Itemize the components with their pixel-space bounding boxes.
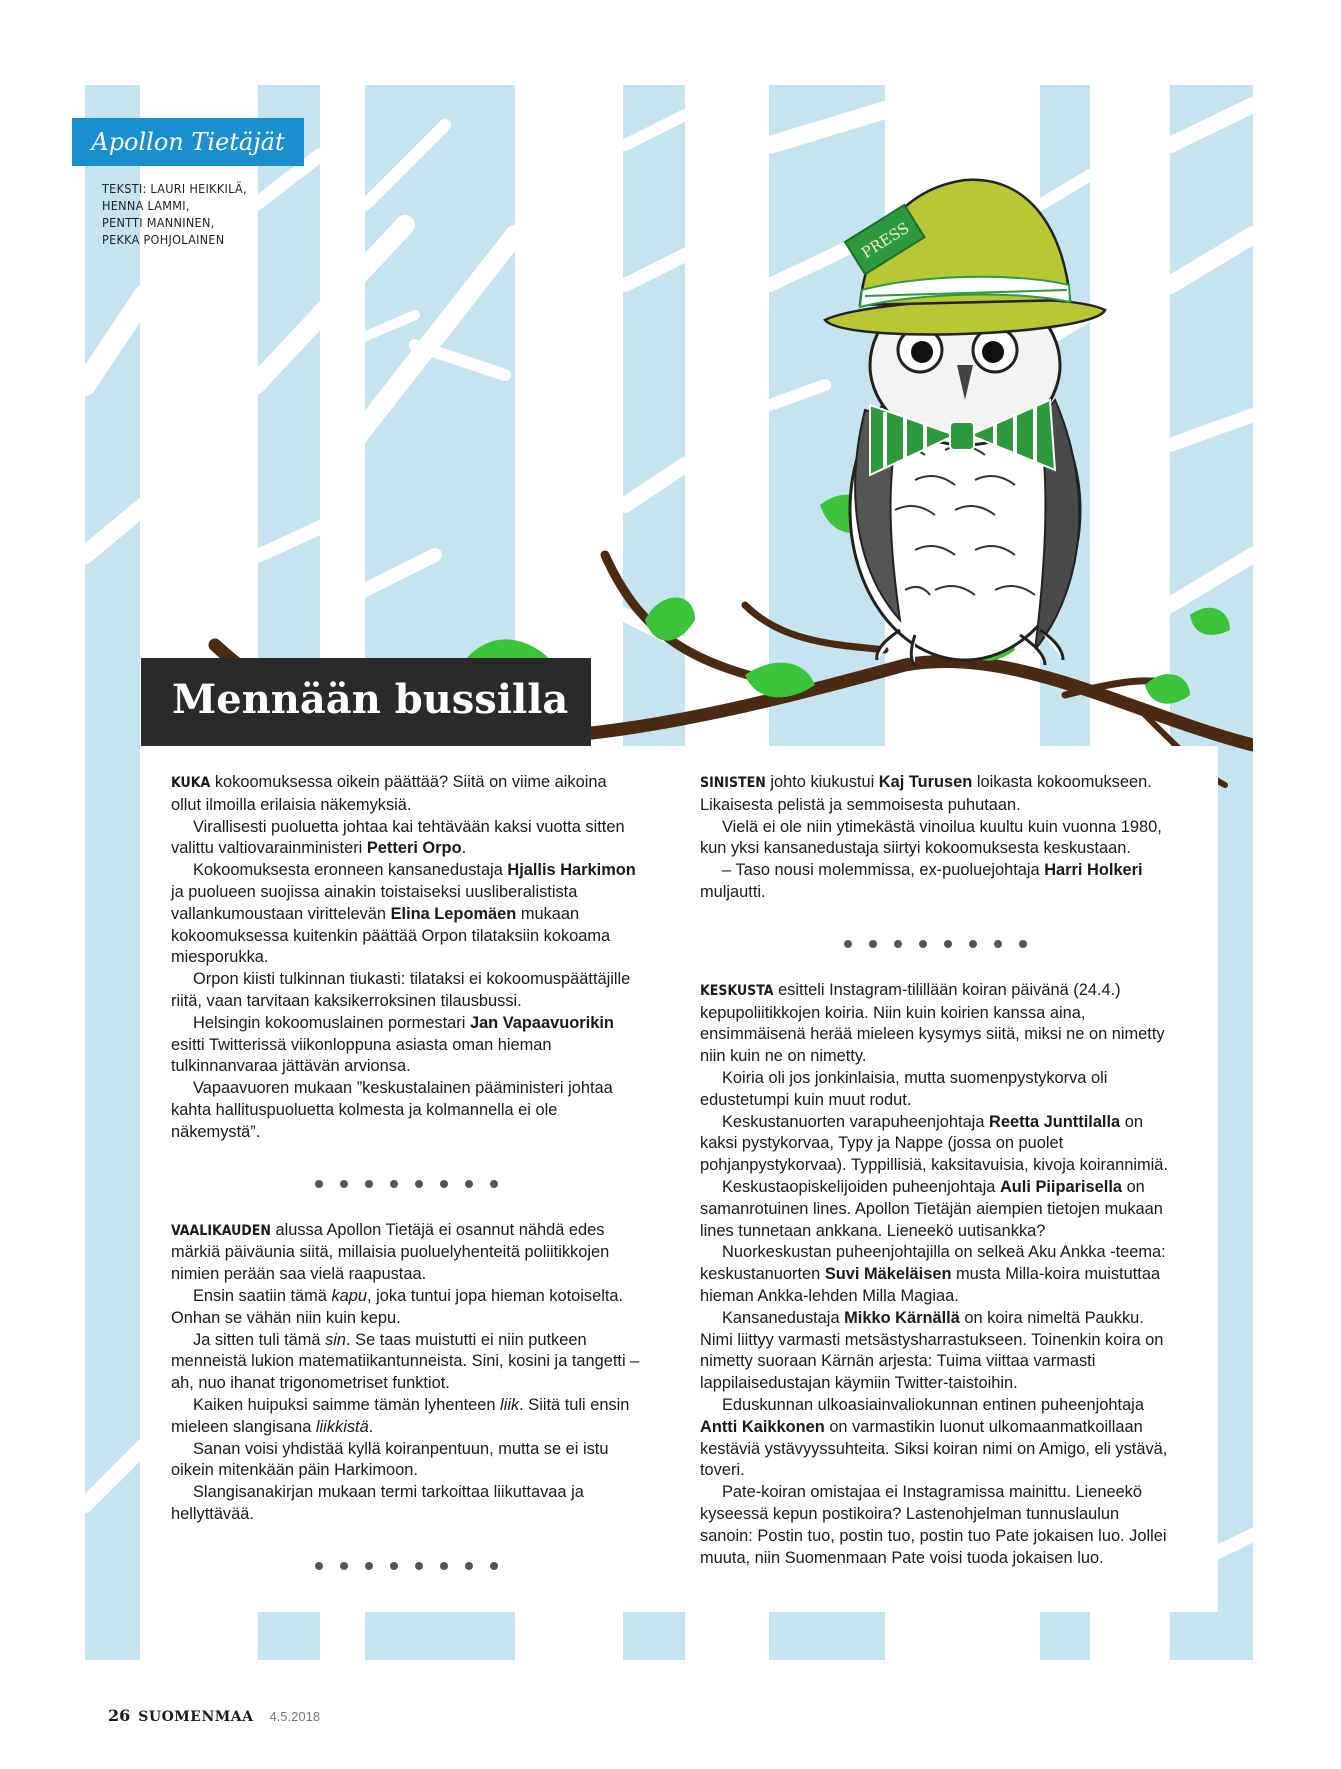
author-credits: [102, 180, 247, 248]
section-divider: [700, 932, 1170, 956]
person-name: Jan Vapaavuorikin: [469, 1013, 614, 1032]
person-name: Elina Lepomäen: [390, 904, 517, 923]
title-box: [141, 658, 591, 746]
text: johto kiukustui: [765, 773, 879, 791]
paragraph: [700, 1395, 1170, 1482]
lead-word: KESKUSTA: [700, 982, 774, 999]
text: Helsingin kokoomuslainen pormestari: [193, 1013, 470, 1032]
person-name: Harri Holkeri: [1044, 861, 1143, 880]
hat-press-label: PRESS: [858, 218, 913, 262]
person-name: Suvi Mäkeläisen: [824, 1265, 952, 1284]
credit-line: PENTTI MANNINEN,: [102, 215, 215, 230]
person-name: Mikko Kärnällä: [844, 1308, 960, 1327]
text: – Taso nousi molemmissa, ex-puoluejohtaja: [722, 861, 1045, 880]
paragraph: Vielä ei ole niin ytimekästä vinoilua kuultu kuin vuonna 1980, kun yksi kansanedustaja siirtyi kokoomuksesta keskustaan.: [700, 817, 1162, 858]
person-name: Kaj Turusen: [878, 773, 973, 791]
paragraph: [700, 1242, 1170, 1307]
text: , joka tuntui jopa hieman kotoiselta. Onhan se vähän niin kuin kepu.: [171, 1286, 624, 1327]
text: . Se taas muistutti ei niin putkeen menneistä lukion matematiikantunneista. Sini, kosini ja tangetti – ah, nuo ihanat trigonometriset funktiot.: [171, 1330, 640, 1393]
credit-line: TEKSTI: LAURI HEIKKILÄ,: [102, 181, 247, 196]
paragraph: [171, 1013, 641, 1078]
text: .: [368, 1417, 374, 1436]
text: on koira nimeltä Paukku. Nimi liittyy varmasti metsästysharrastukseen. Toinenkin koira on nimetty suoraan Kärnän arjesta: Tuima viittaa varmasti lappilaisedustajan käymiin Twitter-taistoihin.: [700, 1308, 1164, 1393]
paragraph: Pate-koiran omistajaa ei Instagramissa mainittu. Lieneekö kyseessä kepun postikoira? Lastenohjelman tunnuslaulun sanoin: Postin tuo, postin tuo, postin tuo Pate jokaisen luo. Jollei muuta, niin Suomenmaan Pate voisi tuoda jokaisen luo.: [700, 1483, 1167, 1567]
lead-word: SINISTEN: [700, 775, 766, 791]
text: loikasta kokoomukseen. Likaisesta pelistä ja semmoisesta puhutaan.: [700, 773, 1152, 814]
text: mukaan kokoomuksessa kuitenkin päättää Orpon tilataksiin kokoama miesporukka.: [171, 904, 611, 967]
text: alussa Apollon Tietäjä ei osannut nähdä edes märkiä päiväunia siitä, millaisia puoluelyhenteitä poliitikkojen nimien perään saa vielä raapustaa.: [171, 1220, 610, 1284]
text: muljautti.: [700, 882, 766, 901]
text: Kokoomuksesta eronneen kansanedustaja: [193, 861, 508, 880]
paragraph: [700, 860, 1170, 904]
magazine-name: SUOMENMAA: [138, 1709, 254, 1725]
lead-word: KUKA: [171, 775, 211, 791]
abbreviation: kapu: [331, 1286, 368, 1305]
text: on varmastikin luonut ulkomaanmatkoillaan kestäviä ystävyyssuhteita. Siksi koiran nimi on Amigo, eli ystävä, toveri.: [700, 1417, 1168, 1480]
article-title: Mennään bussilla: [172, 676, 569, 723]
paragraph: [700, 1112, 1170, 1177]
paragraph: [171, 1220, 641, 1286]
abbreviation: sin: [325, 1330, 347, 1349]
person-name: Hjallis Harkimon: [507, 861, 636, 880]
text: Ja sitten tuli tämä: [193, 1330, 326, 1349]
paragraph: [700, 772, 1170, 817]
abbreviation: liik: [500, 1395, 520, 1414]
paragraph: [171, 772, 641, 817]
text: .: [461, 839, 467, 858]
text: ja puolueen suojissa ainakin toistaiseksi uusliberalistista vallankumoustaan virittelevän: [171, 882, 578, 923]
paragraph: Orpon kiisti tulkinnan tiukasti: tilataksi ei kokoomuspäättäjille riitä, vaan tarvitaan kaksikerroksinen tilausbussi.: [171, 970, 631, 1010]
section-divider: [171, 1554, 641, 1578]
paragraph: Vapaavuoren mukaan ”keskustalainen pääministeri johtaa kahta hallituspuoluetta kolmesta ja kolmannella ei ole näkemystä”.: [171, 1079, 613, 1141]
text: Keskustanuorten varapuheenjohtaja: [722, 1112, 989, 1131]
paragraph: [171, 860, 641, 969]
text: Nuorkeskustan puheenjohtajilla on selkeä Aku Ankka -teema: keskustanuorten: [700, 1243, 1166, 1284]
left-column: [171, 772, 641, 1602]
person-name: Petteri Orpo: [366, 839, 462, 858]
credit-line: HENNA LAMMI,: [102, 198, 190, 213]
owl-illustration: [805, 150, 1125, 690]
person-name: Antti Kaikkonen: [700, 1417, 825, 1436]
paragraph: [171, 1395, 641, 1439]
slang-word: liikkistä: [315, 1417, 369, 1436]
section-tag: Apollon Tietäjät: [72, 118, 304, 166]
text: esitti Twitterissä viikonloppuna asiasta oman hieman tulkinnanvaraa jättävän arvionsa.: [171, 1035, 552, 1076]
paragraph: [700, 1308, 1170, 1395]
text: Virallisesti puoluetta johtaa kai tehtävään kaksi vuotta sitten valittu valtiovarainministeri: [171, 817, 625, 858]
text: Keskustaopiskelijoiden puheenjohtaja: [722, 1177, 1000, 1196]
paragraph: Koiria oli jos jonkinlaisia, mutta suomenpystykorva oli edustetumpi kuin muut rodut.: [700, 1068, 1108, 1109]
text: . Siitä tuli ensin mieleen slangisana: [171, 1395, 630, 1436]
paragraph: [700, 1177, 1170, 1242]
text: musta Milla-koira muistuttaa hieman Ankka-lehden Milla Magiaa.: [700, 1265, 1161, 1305]
text: on kaksi pystykorvaa, Typy ja Nappe (jossa on puolet pohjanpystykorvaa). Typpillisiä, kaksitavuisia, kivoja koirannimiä.: [700, 1112, 1168, 1175]
person-name: Reetta Junttilalla: [989, 1112, 1121, 1131]
paragraph: [171, 1330, 641, 1395]
paragraph: [700, 980, 1170, 1068]
credit-line: PEKKA POHJOLAINEN: [102, 232, 225, 247]
lead-word: VAALIKAUDEN: [171, 1222, 271, 1239]
text: Kansanedustaja: [722, 1308, 845, 1327]
paragraph: [171, 1286, 641, 1330]
paragraph: Slangisanakirjan mukaan termi tarkoittaa liikuttavaa ja hellyttävää.: [171, 1483, 584, 1523]
page-footer: [108, 1706, 320, 1725]
text: esitteli Instagram-tilillään koiran päivänä (24.4.) kepupoliitikkojen koiria. Niin kuin koirien kanssa aina, ensimmäisenä herää mieleen kysymys siitä, miksi ne on nimetty niin kuin ne on nimetty.: [700, 980, 1165, 1066]
text: Kaiken huipuksi saimme tämän lyhenteen: [193, 1395, 501, 1414]
text: on samanrotuinen lines. Apollon Tietäjän aiempien tietojen mukaan lines tunnetaan ankkana. Lieneekö uutisankka?: [700, 1177, 1163, 1240]
paragraph: [171, 817, 641, 861]
text: Ensin saatiin tämä: [193, 1286, 332, 1305]
paragraph: Sanan voisi yhdistää kyllä koiranpentuun, mutta se ei istu oikein mitenkään päin Harkimoon.: [171, 1439, 609, 1480]
person-name: Auli Piiparisella: [999, 1177, 1123, 1196]
text: kokoomuksessa oikein päättää? Siitä on viime aikoina ollut ilmoilla erilaisia näkemyksiä.: [171, 773, 607, 814]
right-column: [700, 772, 1170, 1569]
section-divider: [171, 1172, 641, 1196]
text: Eduskunnan ulkoasiainvaliokunnan entinen puheenjohtaja: [722, 1395, 1144, 1414]
page-number: 26: [108, 1706, 131, 1725]
issue-date: 4.5.2018: [269, 1709, 321, 1724]
